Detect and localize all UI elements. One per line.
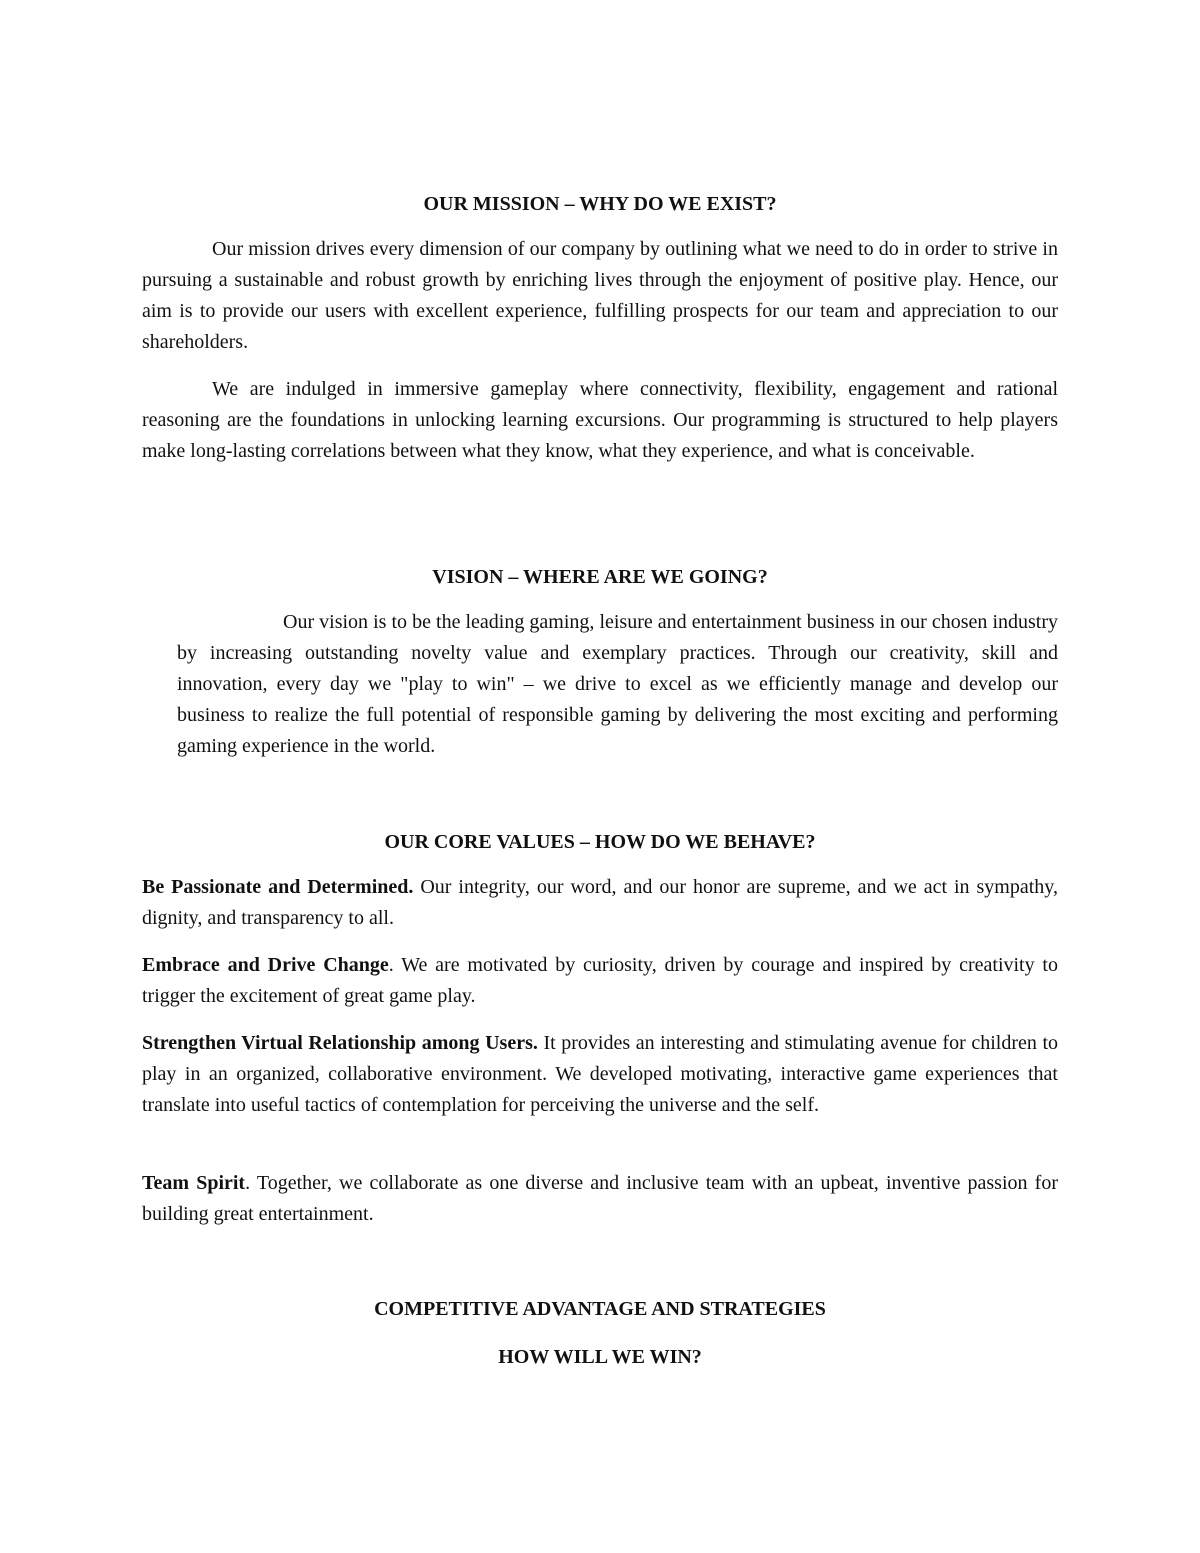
core-values-heading: OUR CORE VALUES – HOW DO WE BEHAVE? [384,831,816,853]
mission-heading: OUR MISSION – WHY DO WE EXIST? [423,193,777,215]
core-value-item [142,1028,1058,1121]
competitive-subheading: HOW WILL WE WIN? [498,1346,702,1368]
core-value-item [142,872,1058,934]
core-value-term: Be Passionate and Determined. [142,876,414,898]
mission-paragraph-2: We are indulged in immersive gameplay where connectivity, flexibility, engagement and rational reasoning are the foundations in unlocking learning excursions. Our programming is structured to help players make long-lasting correlations between what they know, what they experience, and what is conceivable. [142,378,1058,462]
core-value-term: Team Spirit [142,1172,246,1194]
core-value-text: . Together, we collaborate as one diverse and inclusive team with an upbeat, inventive passion for building great entertainment. [142,1172,1058,1225]
mission-paragraph-1: Our mission drives every dimension of our company by outlining what we need to do in order to strive in pursuing a sustainable and robust growth by enriching lives through the enjoyment of positive play. Hence, our aim is to provide our users with excellent experience, fulfilling prospects for our team and appreciation to our shareholders. [142,238,1058,353]
vision-paragraph: Our vision is to be the leading gaming, leisure and entertainment business in our chosen industry by increasing outstanding novelty value and exemplary practices. Through our creativity, skill and innovation, every day we "play to win" – we drive to excel as we efficiently manage and develop our business to realize the full potential of responsible gaming by delivering the most exciting and performing gaming experience in the world. [177,611,1058,757]
competitive-heading: COMPETITIVE ADVANTAGE AND STRATEGIES [374,1298,826,1320]
core-value-item [142,950,1058,1012]
vision-heading: VISION – WHERE ARE WE GOING? [432,566,768,588]
core-value-text: It provides an interesting and stimulating avenue for children to play in an organized, collaborative environment. We developed motivating, interactive game experiences that translate into useful tactics of contemplation for perceiving the universe and the self. [142,1032,1058,1116]
core-value-term: Strengthen Virtual Relationship among Users. [142,1032,538,1054]
core-value-text: Our integrity, our word, and our honor are supreme, and we act in sympathy, dignity, and transparency to all. [142,876,1058,929]
core-value-term: Embrace and Drive Change [142,954,389,976]
core-value-text: . We are motivated by curiosity, driven by courage and inspired by creativity to trigger the excitement of great game play. [142,954,1058,1007]
core-value-item [142,1168,1058,1230]
